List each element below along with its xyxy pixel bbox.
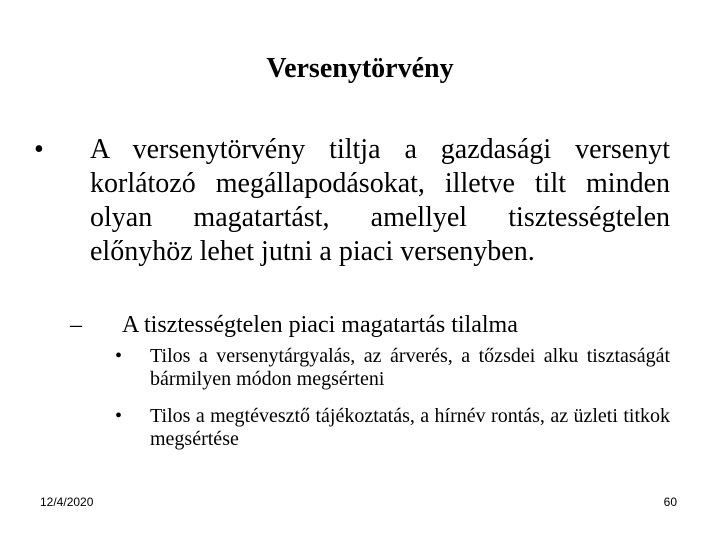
main-bullet-text: A versenytörvény tiltja a gazdasági versenyt korlátozó megállapodásokat, illetve tilt minden olyan magatartást, amellyel tisztességtelen előnyhöz lehet jutni a piaci versenyben. <box>90 134 670 267</box>
bullet-marker: • <box>115 345 123 367</box>
sub-sub-bullet-text: Tilos a versenytárgyalás, az árverés, a tőzsdei alku tisztaságát bármilyen módon megsérteni <box>150 345 670 390</box>
bullet-marker: • <box>34 134 44 165</box>
slide-title: Versenytörvény <box>266 53 454 84</box>
footer-date: 12/4/2020 <box>40 495 94 509</box>
bullet-marker: • <box>115 405 123 427</box>
page-number: 60 <box>663 495 677 509</box>
sub-sub-bullet-text: Tilos a megtévesztő tájékoztatás, a hírnév rontás, az üzleti titkok megsértése <box>150 405 670 450</box>
sub-bullet-text: A tisztességtelen piaci magatartás tilalma <box>122 312 518 338</box>
dash-marker: – <box>70 312 82 338</box>
